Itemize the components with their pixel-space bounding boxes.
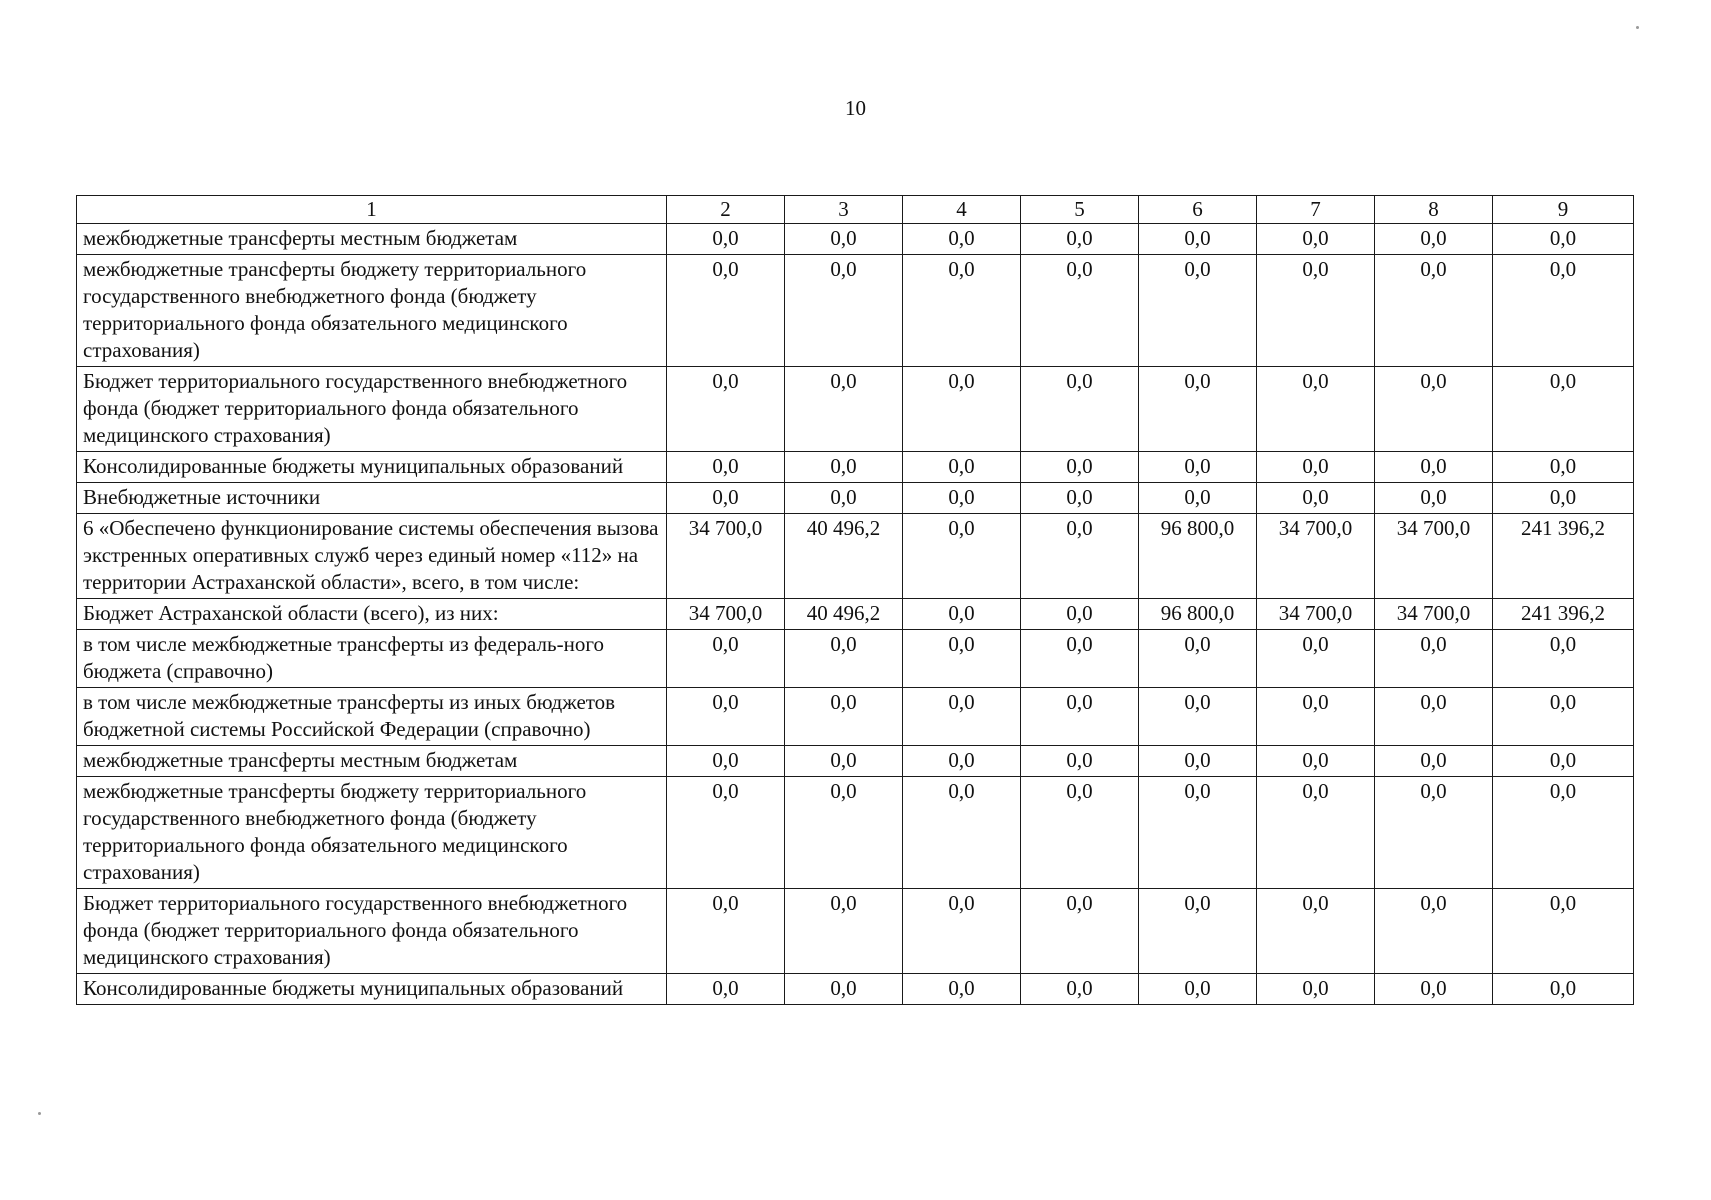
value-cell: 0,0 (1375, 688, 1493, 746)
value-cell: 40 496,2 (785, 514, 903, 599)
value-cell: 0,0 (1375, 452, 1493, 483)
value-cell: 0,0 (1257, 746, 1375, 777)
value-cell: 34 700,0 (667, 599, 785, 630)
row-label: Консолидированные бюджеты муниципальных образований (77, 452, 667, 483)
value-cell: 0,0 (1493, 777, 1634, 889)
value-cell: 0,0 (1493, 224, 1634, 255)
value-cell: 0,0 (667, 688, 785, 746)
value-cell: 0,0 (785, 452, 903, 483)
table-row (77, 688, 1634, 746)
value-cell: 0,0 (667, 224, 785, 255)
value-cell: 0,0 (1139, 630, 1257, 688)
budget-table (76, 195, 1634, 1005)
value-cell: 0,0 (903, 630, 1021, 688)
value-cell: 0,0 (1139, 255, 1257, 367)
column-header: 9 (1493, 196, 1634, 224)
value-cell: 0,0 (903, 483, 1021, 514)
value-cell: 0,0 (667, 630, 785, 688)
value-cell: 0,0 (1139, 367, 1257, 452)
row-label: в том числе межбюджетные трансферты из иных бюджетов бюджетной системы Российской Федерации (справочно) (77, 688, 667, 746)
value-cell: 0,0 (1257, 777, 1375, 889)
row-label: межбюджетные трансферты местным бюджетам (77, 224, 667, 255)
value-cell: 0,0 (1257, 452, 1375, 483)
value-cell: 40 496,2 (785, 599, 903, 630)
value-cell: 0,0 (1375, 889, 1493, 974)
table-row (77, 452, 1634, 483)
value-cell: 0,0 (903, 224, 1021, 255)
scan-speck (38, 1112, 41, 1115)
value-cell: 0,0 (1139, 974, 1257, 1005)
row-label: в том числе межбюджетные трансферты из федераль-ного бюджета (справочно) (77, 630, 667, 688)
value-cell: 0,0 (785, 630, 903, 688)
value-cell: 0,0 (667, 889, 785, 974)
value-cell: 0,0 (1375, 224, 1493, 255)
value-cell: 0,0 (785, 777, 903, 889)
table-row (77, 889, 1634, 974)
value-cell: 0,0 (1375, 367, 1493, 452)
value-cell: 0,0 (1021, 889, 1139, 974)
row-label: Бюджет Астраханской области (всего), из них: (77, 599, 667, 630)
table-row (77, 630, 1634, 688)
table-row (77, 599, 1634, 630)
value-cell: 0,0 (1375, 777, 1493, 889)
value-cell: 0,0 (785, 746, 903, 777)
value-cell: 0,0 (785, 688, 903, 746)
value-cell: 0,0 (1021, 630, 1139, 688)
column-header: 6 (1139, 196, 1257, 224)
value-cell: 96 800,0 (1139, 514, 1257, 599)
value-cell: 0,0 (1375, 974, 1493, 1005)
value-cell: 0,0 (1257, 483, 1375, 514)
value-cell: 0,0 (1139, 688, 1257, 746)
value-cell: 0,0 (785, 483, 903, 514)
value-cell: 0,0 (1021, 688, 1139, 746)
value-cell: 0,0 (1021, 746, 1139, 777)
table-row (77, 255, 1634, 367)
table-row (77, 777, 1634, 889)
value-cell: 0,0 (785, 889, 903, 974)
value-cell: 0,0 (903, 974, 1021, 1005)
value-cell: 241 396,2 (1493, 514, 1634, 599)
value-cell: 0,0 (785, 224, 903, 255)
value-cell: 0,0 (667, 777, 785, 889)
value-cell: 0,0 (667, 746, 785, 777)
value-cell: 0,0 (1021, 224, 1139, 255)
value-cell: 0,0 (1493, 688, 1634, 746)
value-cell: 0,0 (903, 452, 1021, 483)
page-number: 10 (845, 96, 866, 120)
value-cell: 0,0 (903, 599, 1021, 630)
value-cell: 0,0 (1139, 483, 1257, 514)
value-cell: 0,0 (1139, 777, 1257, 889)
row-label: Бюджет территориального государственного внебюджетного фонда (бюджет территориального фонда обязательного медицинского страхования) (77, 367, 667, 452)
value-cell: 0,0 (1021, 514, 1139, 599)
value-cell: 0,0 (903, 514, 1021, 599)
scan-speck (1636, 26, 1639, 29)
row-label: Консолидированные бюджеты муниципальных образований (77, 974, 667, 1005)
value-cell: 0,0 (1021, 974, 1139, 1005)
value-cell: 0,0 (1021, 452, 1139, 483)
column-header: 2 (667, 196, 785, 224)
column-header: 7 (1257, 196, 1375, 224)
table-row (77, 974, 1634, 1005)
value-cell: 0,0 (1493, 746, 1634, 777)
table-row (77, 746, 1634, 777)
value-cell: 0,0 (1257, 630, 1375, 688)
value-cell: 0,0 (1139, 224, 1257, 255)
value-cell: 0,0 (1139, 452, 1257, 483)
value-cell: 0,0 (1021, 483, 1139, 514)
value-cell: 0,0 (1139, 889, 1257, 974)
value-cell: 0,0 (1257, 224, 1375, 255)
value-cell: 0,0 (1257, 367, 1375, 452)
row-label: межбюджетные трансферты местным бюджетам (77, 746, 667, 777)
value-cell: 0,0 (667, 255, 785, 367)
value-cell: 0,0 (1257, 688, 1375, 746)
value-cell: 241 396,2 (1493, 599, 1634, 630)
value-cell: 0,0 (1021, 255, 1139, 367)
row-label: межбюджетные трансферты бюджету территориального государственного внебюджетного фонда (бюджету территориального фонда обязательного медицинского страхования) (77, 255, 667, 367)
table-header-row (77, 196, 1634, 224)
value-cell: 0,0 (1021, 367, 1139, 452)
value-cell: 0,0 (1139, 746, 1257, 777)
value-cell: 0,0 (1375, 255, 1493, 367)
column-header: 8 (1375, 196, 1493, 224)
value-cell: 0,0 (1257, 255, 1375, 367)
row-label: межбюджетные трансферты бюджету территориального государственного внебюджетного фонда (бюджету территориального фонда обязательного медицинского страхования) (77, 777, 667, 889)
value-cell: 0,0 (1493, 630, 1634, 688)
value-cell: 0,0 (1021, 777, 1139, 889)
value-cell: 0,0 (1375, 746, 1493, 777)
value-cell: 34 700,0 (1257, 514, 1375, 599)
value-cell: 0,0 (903, 746, 1021, 777)
value-cell: 0,0 (1375, 630, 1493, 688)
value-cell: 0,0 (1257, 889, 1375, 974)
value-cell: 0,0 (667, 974, 785, 1005)
value-cell: 34 700,0 (1257, 599, 1375, 630)
value-cell: 0,0 (1493, 255, 1634, 367)
value-cell: 0,0 (903, 889, 1021, 974)
value-cell: 34 700,0 (1375, 599, 1493, 630)
column-header: 5 (1021, 196, 1139, 224)
column-header: 4 (903, 196, 1021, 224)
value-cell: 0,0 (785, 367, 903, 452)
value-cell: 0,0 (785, 255, 903, 367)
value-cell: 0,0 (1493, 889, 1634, 974)
table-row (77, 483, 1634, 514)
value-cell: 0,0 (1493, 483, 1634, 514)
value-cell: 0,0 (903, 255, 1021, 367)
column-header: 1 (77, 196, 667, 224)
value-cell: 0,0 (1493, 367, 1634, 452)
value-cell: 0,0 (1021, 599, 1139, 630)
value-cell: 0,0 (903, 777, 1021, 889)
value-cell: 0,0 (667, 367, 785, 452)
column-header: 3 (785, 196, 903, 224)
value-cell: 0,0 (1375, 483, 1493, 514)
value-cell: 0,0 (903, 367, 1021, 452)
table-row (77, 367, 1634, 452)
value-cell: 0,0 (667, 483, 785, 514)
row-label: 6 «Обеспечено функционирование системы обеспечения вызова экстренных оперативных служб через единый номер «112» на территории Астраханской области», всего, в том числе: (77, 514, 667, 599)
table-row (77, 514, 1634, 599)
value-cell: 0,0 (667, 452, 785, 483)
value-cell: 0,0 (785, 974, 903, 1005)
value-cell: 0,0 (1493, 974, 1634, 1005)
value-cell: 0,0 (903, 688, 1021, 746)
value-cell: 0,0 (1257, 974, 1375, 1005)
table-row (77, 224, 1634, 255)
value-cell: 96 800,0 (1139, 599, 1257, 630)
value-cell: 0,0 (1493, 452, 1634, 483)
row-label: Внебюджетные источники (77, 483, 667, 514)
value-cell: 34 700,0 (667, 514, 785, 599)
row-label: Бюджет территориального государственного внебюджетного фонда (бюджет территориального фонда обязательного медицинского страхования) (77, 889, 667, 974)
value-cell: 34 700,0 (1375, 514, 1493, 599)
